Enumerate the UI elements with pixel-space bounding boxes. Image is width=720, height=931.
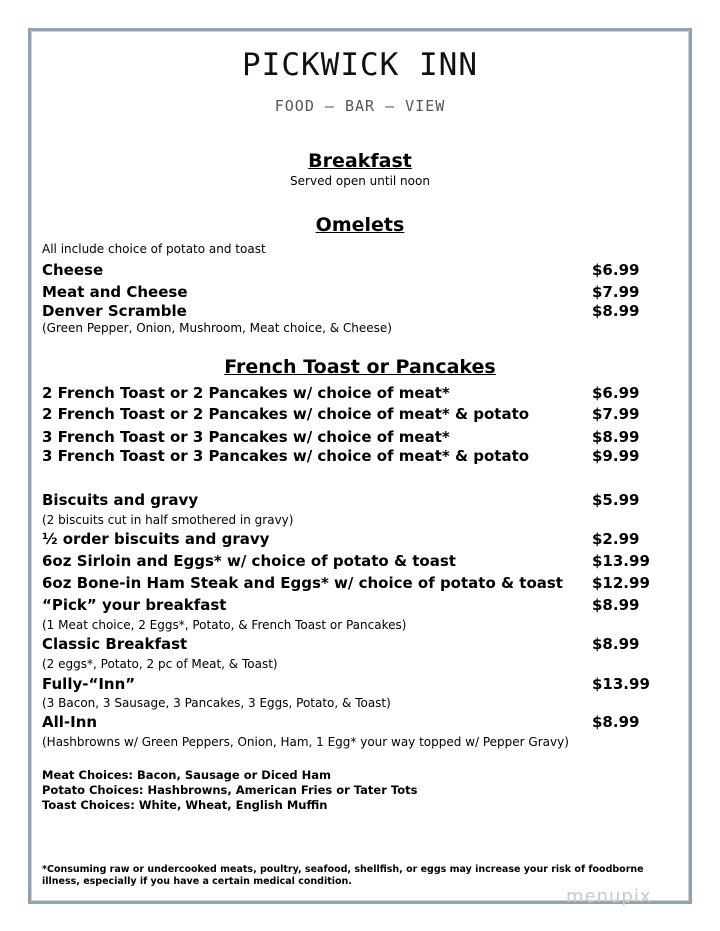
menu-item-price: $2.99	[592, 530, 640, 548]
meat-choices: Meat Choices: Bacon, Sausage or Diced Ham	[42, 768, 331, 782]
menu-item-name: 2 French Toast or 2 Pancakes w/ choice of meat*	[42, 384, 450, 402]
menu-item-name: Fully-“Inn”	[42, 675, 136, 693]
menu-item-name: Denver Scramble	[42, 302, 187, 320]
toast-choices: Toast Choices: White, Wheat, English Muffin	[42, 798, 328, 812]
menu-item-name: 6oz Bone-in Ham Steak and Eggs* w/ choice of potato & toast	[42, 574, 563, 592]
menu-item-name: Cheese	[42, 261, 104, 279]
menu-item-description: (Green Pepper, Onion, Mushroom, Meat choice, & Cheese)	[42, 321, 392, 335]
menu-item-price: $8.99	[592, 596, 640, 614]
breakfast-note: Served open until noon	[290, 174, 430, 188]
menu-item-description: (2 biscuits cut in half smothered in gravy)	[42, 513, 294, 527]
menu-item-price: $5.99	[592, 491, 640, 509]
menu-item-price: $13.99	[592, 552, 650, 570]
menu-item-description: (2 eggs*, Potato, 2 pc of Meat, & Toast)	[42, 657, 278, 671]
menu-item-name: Classic Breakfast	[42, 635, 188, 653]
food-safety-disclaimer: *Consuming raw or undercooked meats, poultry, seafood, shellfish, or eggs may increase your risk of foodborne illness, especially if you have a certain medical condition.	[42, 864, 644, 887]
menu-item-price: $7.99	[592, 283, 640, 301]
menu-item-price: $9.99	[592, 447, 640, 465]
french-toast-heading: French Toast or Pancakes	[224, 356, 496, 378]
menu-item-name: 6oz Sirloin and Eggs* w/ choice of potato & toast	[42, 552, 456, 570]
menu-item-price: $12.99	[592, 574, 650, 592]
menu-item-price: $7.99	[592, 405, 640, 423]
menu-item-price: $13.99	[592, 675, 650, 693]
potato-choices: Potato Choices: Hashbrowns, American Fries or Tater Tots	[42, 783, 418, 797]
menu-item-price: $8.99	[592, 428, 640, 446]
menu-item-description: (1 Meat choice, 2 Eggs*, Potato, & French Toast or Pancakes)	[42, 618, 407, 632]
watermark: menupix	[566, 886, 652, 907]
menu-item-name: 3 French Toast or 3 Pancakes w/ choice of meat*	[42, 428, 450, 446]
menu-item-name: Meat and Cheese	[42, 283, 188, 301]
menu-item-price: $6.99	[592, 384, 640, 402]
menu-item-description: (3 Bacon, 3 Sausage, 3 Pancakes, 3 Eggs, Potato, & Toast)	[42, 696, 391, 710]
menu-item-price: $8.99	[592, 713, 640, 731]
menu-item-name: All-Inn	[42, 713, 98, 731]
restaurant-subtitle: FOOD – BAR – VIEW	[274, 97, 446, 115]
menu-item-name: “Pick” your breakfast	[42, 596, 227, 614]
breakfast-heading: Breakfast	[308, 150, 412, 172]
menu-item-name: 3 French Toast or 3 Pancakes w/ choice of meat* & potato	[42, 447, 530, 465]
menu-item-name: ½ order biscuits and gravy	[42, 530, 270, 548]
menu-item-name: Biscuits and gravy	[42, 491, 199, 509]
menu-item-price: $8.99	[592, 302, 640, 320]
restaurant-title: PICKWICK INN	[242, 47, 478, 83]
menu-item-price: $6.99	[592, 261, 640, 279]
menu-item-description: (Hashbrowns w/ Green Peppers, Onion, Ham, 1 Egg* your way topped w/ Pepper Gravy)	[42, 735, 569, 749]
omelets-note: All include choice of potato and toast	[42, 242, 266, 256]
omelets-heading: Omelets	[315, 214, 405, 236]
menu-item-name: 2 French Toast or 2 Pancakes w/ choice of meat* & potato	[42, 405, 530, 423]
menu-item-price: $8.99	[592, 635, 640, 653]
